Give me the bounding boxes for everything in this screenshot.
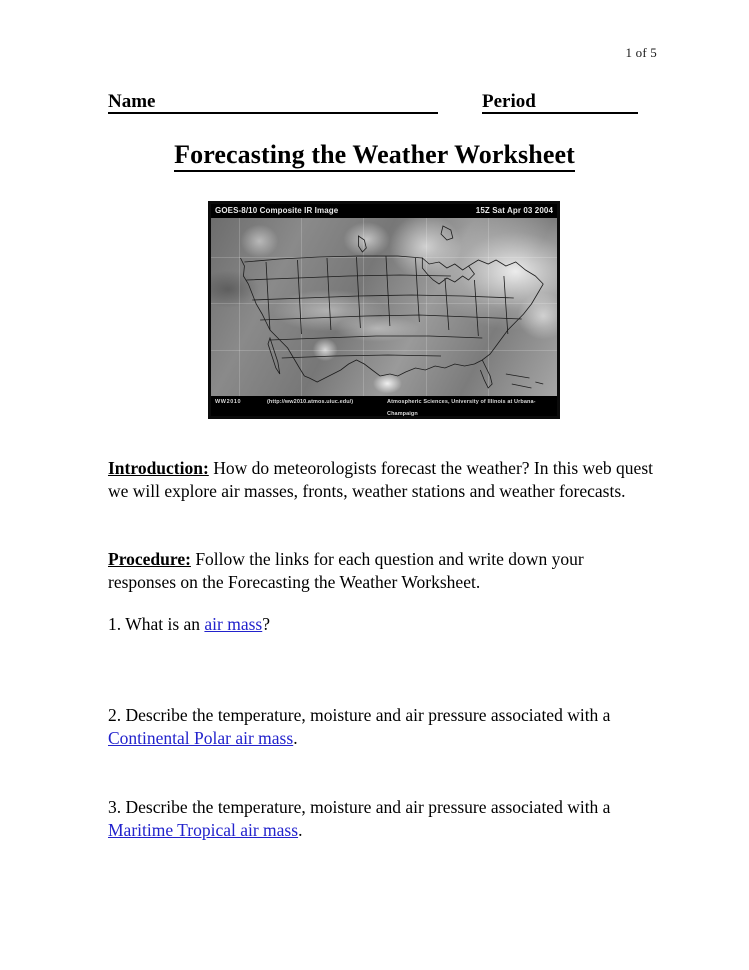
question-3-link[interactable]: Maritime Tropical air mass: [108, 820, 299, 840]
satellite-image-titlebar: [211, 204, 557, 218]
question-3-number: 3.: [108, 797, 126, 817]
satellite-image-footer: [211, 396, 557, 417]
satellite-image-timestamp: 15Z Sat Apr 03 2004: [475, 206, 553, 215]
satellite-footer-url: (http://ww2010.atmos.uiuc.edu/): [267, 399, 354, 405]
question-3-text-end: .: [298, 820, 303, 840]
question-1-text-end: ?: [262, 614, 271, 634]
question-1: [108, 613, 656, 636]
procedure-text: Follow the links for each question and write down your responses on the Forecasting the Weather Worksheet.: [108, 549, 584, 592]
satellite-map-graphic: [211, 218, 557, 396]
question-2-link[interactable]: Continental Polar air mass: [108, 728, 294, 748]
satellite-image-figure: [208, 201, 560, 419]
question-3: [108, 796, 656, 842]
period-label: Period: [482, 91, 536, 112]
question-2-text: Describe the temperature, moisture and air pressure associated with a: [125, 705, 611, 725]
satellite-footer-institution: Atmospheric Sciences, University of Illinois at Urbana-Champaign: [387, 399, 536, 417]
page-number: 1 of 5: [625, 45, 657, 60]
question-2-text-end: .: [293, 728, 298, 748]
question-1-number: 1.: [108, 614, 126, 634]
question-3-text: Describe the temperature, moisture and air pressure associated with a: [125, 797, 611, 817]
question-2: [108, 704, 656, 750]
name-field[interactable]: [108, 92, 438, 114]
question-2-number: 2.: [108, 705, 126, 725]
satellite-footer-source: WW2010: [215, 399, 242, 405]
question-1-link[interactable]: air mass: [204, 614, 263, 634]
us-map-outline-icon: [211, 218, 557, 396]
period-field[interactable]: [482, 92, 638, 114]
introduction-lead: Introduction:: [108, 458, 209, 478]
procedure-section: [108, 548, 656, 594]
procedure-lead: Procedure:: [108, 549, 191, 569]
page-title-text: Forecasting the Weather Worksheet: [174, 140, 575, 172]
satellite-image-title: GOES-8/10 Composite IR Image: [215, 206, 339, 215]
page-title: [0, 140, 749, 170]
question-1-text: What is an: [125, 614, 205, 634]
name-label: Name: [108, 91, 156, 112]
introduction-text: How do meteorologists forecast the weather? In this web quest we will explore air masses, fronts, weather stations and weather forecasts.: [108, 458, 653, 501]
introduction-section: [108, 457, 656, 503]
name-period-row: [108, 88, 638, 114]
